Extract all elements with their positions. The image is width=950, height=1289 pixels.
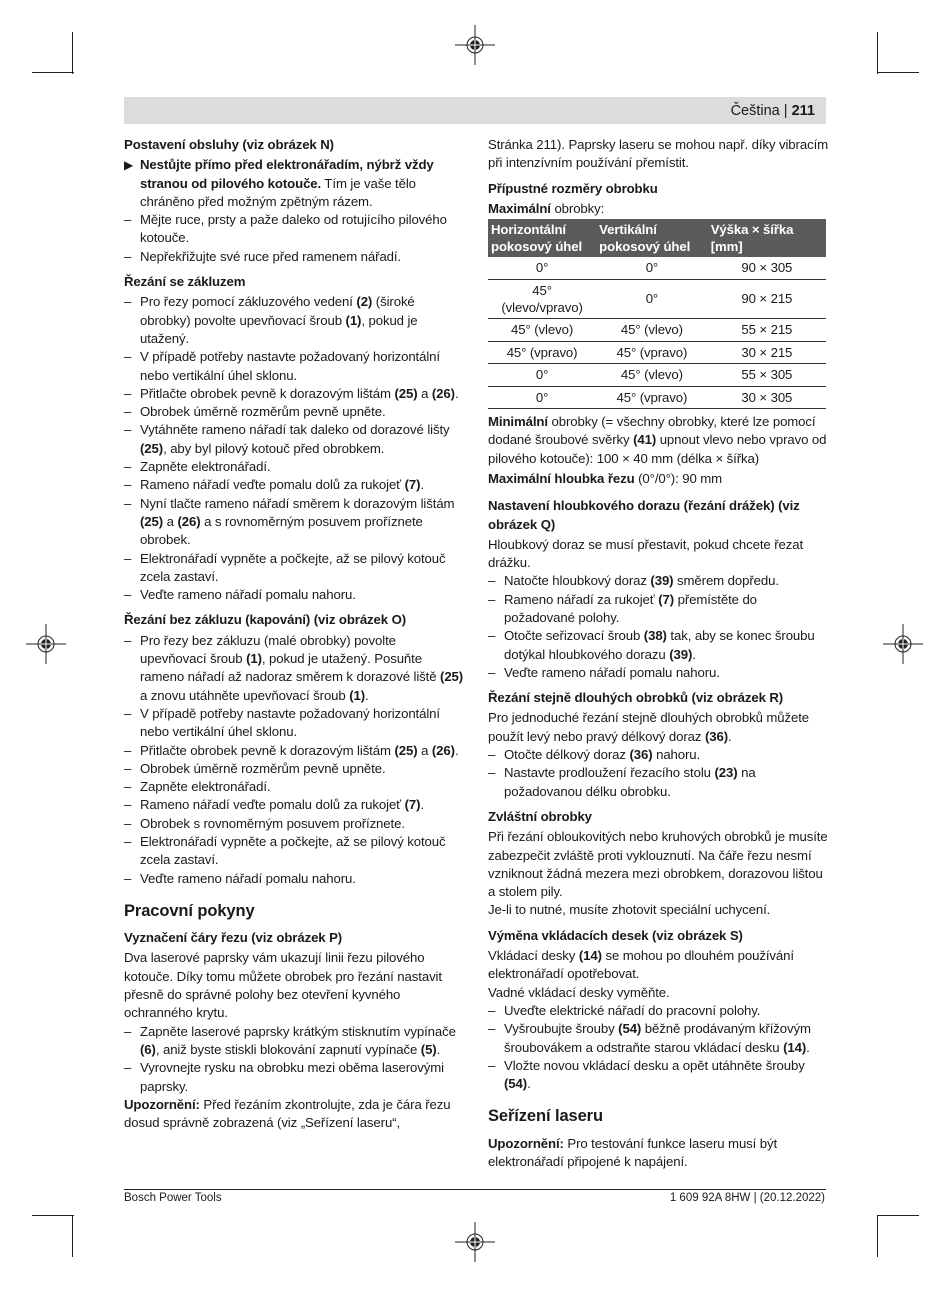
list-item xyxy=(124,870,464,888)
ref-number: (41) xyxy=(633,432,657,448)
item-text: a xyxy=(163,513,178,529)
crop-mark xyxy=(32,1215,74,1216)
item-text: . xyxy=(692,646,696,662)
registration-mark-icon xyxy=(26,624,66,664)
table-cell: 45° (vlevo) xyxy=(488,319,596,341)
ref-number: (6) xyxy=(140,1041,156,1057)
item-text: V případě potřeby nastavte požadovaný horizontální nebo vertikální úhel sklonu. xyxy=(140,349,440,383)
registration-mark-icon xyxy=(455,25,495,65)
note-text: Před řezáním zkontrolujte, zda je čára řezu dosud správně zobrazená (viz „Seřízení laseru“, xyxy=(124,1096,451,1131)
list-item xyxy=(124,815,464,833)
table-row xyxy=(488,279,826,319)
crop-mark xyxy=(877,1215,878,1257)
item-text: Obrobek úměrně rozměrům pevně upněte. xyxy=(140,760,386,776)
item-text: Elektronářadí vypněte a počkejte, až se pilový kotouč zcela zastaví. xyxy=(140,833,446,868)
section-heading: Postavení obsluhy (viz obrázek N) xyxy=(124,137,334,152)
ref-number: (39) xyxy=(650,573,674,589)
item-text: Otočte délkový doraz xyxy=(504,747,630,763)
list-item xyxy=(124,742,464,760)
dash-marker: – xyxy=(124,587,132,603)
item-text: Obrobek s rovnoměrným posuvem proříznete. xyxy=(140,815,405,831)
dash-marker: – xyxy=(488,591,496,607)
crop-mark xyxy=(877,32,878,74)
list-item xyxy=(488,1002,828,1020)
label-bold: Minimální xyxy=(488,414,548,430)
list-item xyxy=(124,796,464,814)
table-row xyxy=(488,257,826,279)
list-item xyxy=(488,627,828,664)
label-text: (0°/0°): 90 mm xyxy=(634,470,723,486)
header-band xyxy=(124,97,826,124)
section-heading: Výměna vkládacích desek (viz obrázek S) xyxy=(488,927,743,943)
item-text: , aniž byste stiskli blokování zapnutí vypínače xyxy=(155,1041,421,1057)
paragraph: Dva laserové paprsky vám ukazují linii řezu pilového kotouče. Díky tomu můžete obrobek pro řezání nastavit přesně do správné polohy bez otevření kyvného ochranného krytu. xyxy=(124,950,442,1021)
dash-marker: – xyxy=(124,1060,132,1076)
table-row xyxy=(488,386,826,408)
footer-brand: Bosch Power Tools xyxy=(124,1192,222,1204)
table-header-row xyxy=(488,219,826,257)
section-heading: Řezání se zákluzem xyxy=(124,274,246,290)
dash-marker: – xyxy=(488,1002,496,1018)
item-text: Nastavte prodloužení řezacího stolu xyxy=(504,765,715,781)
registration-mark-icon xyxy=(883,624,923,664)
item-text: Rameno nářadí veďte pomalu dolů za rukojeť xyxy=(140,797,405,813)
dash-marker: – xyxy=(124,459,132,475)
table-cell: 45° (vlevo) xyxy=(596,319,708,341)
list-item xyxy=(124,293,464,348)
item-text: . xyxy=(436,1041,441,1057)
ref-number: (1) xyxy=(345,312,362,328)
table-header: Výška × šířka [mm] xyxy=(708,219,826,257)
dash-marker: – xyxy=(488,1021,496,1037)
item-text: Veďte rameno nářadí pomalu nahoru. xyxy=(140,587,356,603)
right-column xyxy=(488,136,828,1171)
table-cell: 55 × 215 xyxy=(708,319,826,341)
dash-marker: – xyxy=(124,870,132,886)
paragraph: Vadné vkládací desky vyměňte. xyxy=(488,984,670,1000)
page-header xyxy=(731,103,815,119)
table-cell: 0° xyxy=(488,386,596,408)
section-heading: Řezání stejně dlouhých obrobků (viz obrázek R) xyxy=(488,690,784,706)
ref-number: (54) xyxy=(504,1076,528,1092)
item-text: , pokud je utažený. xyxy=(140,312,418,346)
label-text: upnout vlevo nebo vpravo od pilového kotouče): 100 × 40 mm (délka × šířka) xyxy=(488,432,827,466)
item-text: Veďte rameno nářadí pomalu nahoru. xyxy=(504,664,720,680)
note-paragraph xyxy=(488,1135,828,1172)
dash-marker: – xyxy=(124,385,132,401)
table-cell: 45° (vlevo/vpravo) xyxy=(488,279,596,319)
item-text: V případě potřeby nastavte požadovaný horizontální nebo vertikální úhel sklonu. xyxy=(140,705,440,740)
table-row xyxy=(488,319,826,341)
list-item xyxy=(488,746,828,764)
ref-number: (23) xyxy=(714,765,738,781)
dash-marker: – xyxy=(124,779,132,795)
dash-marker: – xyxy=(124,294,132,310)
table-cell: 0° xyxy=(596,257,708,279)
ref-number: (26) xyxy=(431,385,455,401)
list-item xyxy=(124,550,464,587)
item-text: , aby byl pilový kotouč před obrobkem. xyxy=(163,440,385,456)
item-text: Natočte hloubkový doraz xyxy=(504,573,651,589)
list-item xyxy=(488,572,828,590)
dash-marker: – xyxy=(124,742,132,758)
item-text: a xyxy=(417,385,432,401)
item-text: a znovu utáhněte upevňovací šroub xyxy=(140,687,350,703)
registration-mark-icon xyxy=(455,1222,495,1262)
item-text: . xyxy=(420,797,425,813)
item-text: . xyxy=(806,1039,810,1055)
list-item xyxy=(124,632,464,705)
dash-marker: – xyxy=(124,248,132,264)
section-heading: Vyznačení čáry řezu (viz obrázek P) xyxy=(124,930,343,946)
note-paragraph xyxy=(124,1096,464,1133)
item-text: Vyrovnejte rysku na obrobku mezi oběma laserovými paprsky. xyxy=(140,1060,444,1094)
item-text: Elektronářadí vypněte a počkejte, až se pilový kotouč zcela zastaví. xyxy=(140,550,446,584)
list-item xyxy=(124,421,464,458)
list-item xyxy=(124,476,464,494)
dash-marker: – xyxy=(124,705,132,721)
list-item xyxy=(124,833,464,870)
note-text: Pro testování funkce laseru musí být elektronářadí připojené k napájení. xyxy=(488,1135,778,1170)
dash-marker: – xyxy=(488,765,496,781)
item-text: Mějte ruce, prsty a paže daleko od rotujícího pilového kotouče. xyxy=(140,212,447,246)
item-text: Zapněte laserové paprsky krátkým stisknutím vypínače xyxy=(140,1023,456,1039)
ref-number: (36) xyxy=(629,747,653,763)
table-header: Horizontální pokosový úhel xyxy=(488,219,596,257)
dash-marker: – xyxy=(124,550,132,566)
item-text: Pro řezy pomocí zákluzového vedení xyxy=(140,294,357,310)
header-separator: | xyxy=(783,103,788,119)
section-heading: Řezání bez zákluzu (kapování) (viz obrázek O) xyxy=(124,612,407,628)
table-cell: 45° (vpravo) xyxy=(596,341,708,363)
footer-doc-id: 1 609 92A 8HW | (20.12.2022) xyxy=(669,1192,825,1204)
ref-number: (5) xyxy=(420,1041,437,1057)
item-text: Vyšroubujte šrouby xyxy=(504,1021,619,1037)
ref-number: (39) xyxy=(669,646,693,662)
dash-marker: – xyxy=(124,495,132,511)
list-item xyxy=(124,495,464,550)
list-item xyxy=(124,348,464,385)
item-text: , pokud je utažený. Posuňte rameno nářadí až nadoraz směrem k dorazové liště xyxy=(140,651,441,685)
table-cell: 90 × 305 xyxy=(708,257,826,279)
item-text: . xyxy=(454,385,459,401)
list-item xyxy=(124,458,464,476)
crop-mark xyxy=(877,1215,919,1216)
header-language: Čeština xyxy=(730,103,780,119)
item-text: Obrobek úměrně rozměrům pevně upněte. xyxy=(140,404,386,420)
list-item xyxy=(124,1059,464,1096)
ref-number: (26) xyxy=(431,742,455,758)
paragraph xyxy=(488,200,828,218)
item-text: nahoru. xyxy=(652,747,701,763)
list-item xyxy=(124,248,464,266)
label-bold: Maximální hloubka řezu xyxy=(488,470,635,486)
item-text: . xyxy=(454,742,459,758)
ref-number: (25) xyxy=(394,742,418,758)
dash-marker: – xyxy=(124,404,132,420)
paragraph xyxy=(488,947,828,984)
item-text: běžně prodávaným křížovým šroubovákem a odstraňte starou vkládací desku xyxy=(504,1021,811,1055)
table-cell: 90 × 215 xyxy=(708,279,826,319)
crop-mark xyxy=(72,32,73,74)
dash-marker: – xyxy=(124,815,132,831)
paragraph: Stránka 211). Paprsky laseru se mohou např. díky vibracím při intenzívním používání přemístit. xyxy=(488,137,829,171)
dash-marker: – xyxy=(124,632,132,648)
table-cell: 45° (vpravo) xyxy=(596,386,708,408)
table-cell: 45° (vlevo) xyxy=(596,364,708,386)
ref-number: (25) xyxy=(140,440,164,456)
list-item xyxy=(124,705,464,742)
label-bold: Maximální xyxy=(488,200,551,216)
dash-marker: – xyxy=(488,573,496,589)
ref-number: (1) xyxy=(349,687,366,703)
item-text: směrem dopředu. xyxy=(673,573,779,589)
dash-marker: – xyxy=(488,747,496,763)
paragraph: Hloubkový doraz se musí přestavit, pokud chcete řezat drážku. xyxy=(488,536,804,571)
item-text: Zapněte elektronářadí. xyxy=(140,779,271,795)
list-item xyxy=(124,211,464,248)
ref-number: (7) xyxy=(658,591,675,607)
item-text: Zapněte elektronářadí. xyxy=(140,459,271,475)
list-item xyxy=(488,591,828,628)
workpiece-size-table xyxy=(488,219,826,409)
section-heading: Zvláštní obrobky xyxy=(488,808,592,824)
dash-marker: – xyxy=(124,797,132,813)
label-text: obrobky (= všechny obrobky, které lze pomocí dodané šroubové svěrky xyxy=(488,414,816,448)
crop-mark xyxy=(32,72,74,73)
item-text: Vložte novou vkládací desku a opět utáhněte šrouby xyxy=(504,1057,805,1073)
item-text: Nepřekřižujte své ruce před ramenem nářadí. xyxy=(140,248,402,264)
dash-marker: – xyxy=(124,477,132,493)
warning-bold: Nestůjte přímo před elektronářadím, nýbrž vždy stranou od pilového kotouče. xyxy=(140,157,434,191)
item-text: a s rovnoměrným posuvem proříznete obrobek. xyxy=(140,513,423,548)
paragraph: Je-li to nutné, musíte zhotovit speciální uchycení. xyxy=(488,902,771,918)
item-text: (široké obrobky) povolte upevňovací šroub xyxy=(140,294,415,328)
page-number: 211 xyxy=(791,103,815,119)
table-row xyxy=(488,364,826,386)
ref-number: (54) xyxy=(618,1021,642,1037)
ref-number: (7) xyxy=(404,797,421,813)
table-cell: 55 × 305 xyxy=(708,364,826,386)
table-cell: 0° xyxy=(488,257,596,279)
label-text: obrobky: xyxy=(550,200,605,216)
item-text: Nyní tlačte rameno nářadí směrem k dorazovým lištám xyxy=(140,495,455,511)
chapter-heading: Seřízení laseru xyxy=(488,1107,603,1126)
item-text: Vytáhněte rameno nářadí tak daleko od dorazové lišty xyxy=(140,422,450,438)
item-text: Otočte seřizovací šroub xyxy=(504,628,644,644)
dash-marker: – xyxy=(124,422,132,438)
paragraph xyxy=(488,413,828,468)
table-cell: 30 × 215 xyxy=(708,341,826,363)
item-text: . xyxy=(365,687,369,703)
dash-marker: – xyxy=(124,212,132,228)
dash-marker: – xyxy=(124,833,132,849)
item-text: Pro řezy bez zákluzu (malé obrobky) povolte upevňovací šroub xyxy=(140,632,396,667)
paragraph xyxy=(488,470,828,488)
list-item xyxy=(124,760,464,778)
list-item xyxy=(124,778,464,796)
item-text: Uveďte elektrické nářadí do pracovní polohy. xyxy=(504,1002,761,1018)
dash-marker: – xyxy=(488,628,496,644)
item-text: tak, aby se konec šroubu dotýkal hloubkového dorazu xyxy=(504,628,815,662)
warning-item xyxy=(124,156,464,211)
list-item xyxy=(124,385,464,403)
item-text: Veďte rameno nářadí pomalu nahoru. xyxy=(140,870,356,886)
item-text: Rameno nářadí za rukojeť xyxy=(504,591,659,607)
ref-number: (14) xyxy=(783,1039,807,1055)
ref-number: (1) xyxy=(246,651,262,667)
ref-number: (36) xyxy=(704,728,729,744)
table-cell: 30 × 305 xyxy=(708,386,826,408)
table-cell: 0° xyxy=(596,279,708,319)
paragraph-text: . xyxy=(728,728,732,744)
list-item xyxy=(124,403,464,421)
item-text: . xyxy=(420,477,425,493)
footer-divider xyxy=(124,1189,826,1190)
paragraph-text: Pro jednoduché řezání stejně dlouhých obrobků můžete použít levý nebo pravý délkový doraz xyxy=(488,710,810,744)
paragraph-text: se mohou po dlouhém používání elektronářadí opotřebovat. xyxy=(488,948,794,982)
table-row xyxy=(488,341,826,363)
table-cell: 45° (vpravo) xyxy=(488,341,596,363)
ref-number: (38) xyxy=(643,628,667,644)
dash-marker: – xyxy=(488,1057,496,1073)
ref-number: (25) xyxy=(394,385,418,401)
note-label: Upozornění: xyxy=(124,1096,200,1112)
item-text: Rameno nářadí veďte pomalu dolů za rukojeť xyxy=(140,477,405,493)
crop-mark xyxy=(72,1215,73,1257)
note-label: Upozornění: xyxy=(488,1135,564,1151)
ref-number: (26) xyxy=(177,513,201,529)
list-item xyxy=(124,586,464,604)
arrow-icon: ▶ xyxy=(124,158,134,173)
item-text: přemístěte do požadované polohy. xyxy=(504,591,757,625)
table-cell: 0° xyxy=(488,364,596,386)
list-item xyxy=(488,1020,828,1057)
item-text: Přitlačte obrobek pevně k dorazovým lištám xyxy=(140,742,395,758)
left-column xyxy=(124,136,464,1132)
ref-number: (7) xyxy=(404,477,421,493)
paragraph xyxy=(488,709,828,746)
list-item xyxy=(488,764,828,801)
list-item xyxy=(488,1057,828,1094)
list-item xyxy=(488,664,828,682)
item-text: Přitlačte obrobek pevně k dorazovým lištám xyxy=(140,385,395,401)
dash-marker: – xyxy=(488,664,496,680)
ref-number: (25) xyxy=(140,513,164,529)
warning-text: Tím je vaše tělo chráněno před možným zpětným rázem. xyxy=(140,175,416,209)
chapter-heading: Pracovní pokyny xyxy=(124,901,255,920)
list-item xyxy=(124,1023,464,1060)
section-heading: Nastavení hloubkového dorazu (řezání drážek) (viz obrázek Q) xyxy=(488,498,800,532)
item-text: . xyxy=(527,1076,531,1092)
item-text: na požadovanou délku obrobku. xyxy=(504,765,756,799)
item-text: a xyxy=(417,742,432,758)
ref-number: (2) xyxy=(356,294,373,310)
dash-marker: – xyxy=(124,1023,132,1039)
crop-mark xyxy=(877,72,919,73)
section-heading: Přípustné rozměry obrobku xyxy=(488,180,658,196)
ref-number: (25) xyxy=(440,669,464,685)
dash-marker: – xyxy=(124,760,132,776)
table-header: Vertikální pokosový úhel xyxy=(596,219,708,257)
ref-number: (14) xyxy=(578,948,602,964)
paragraph-text: Vkládací desky xyxy=(488,948,579,964)
paragraph: Při řezání obloukovitých nebo kruhových obrobků je musíte zabezpečit zvláště proti vyklouznutí. Na čáře řezu nesmí vzniknout žádná mezera mezi obrobkem, dorazovou lištou a stolem pily. xyxy=(488,829,828,900)
dash-marker: – xyxy=(124,349,132,365)
